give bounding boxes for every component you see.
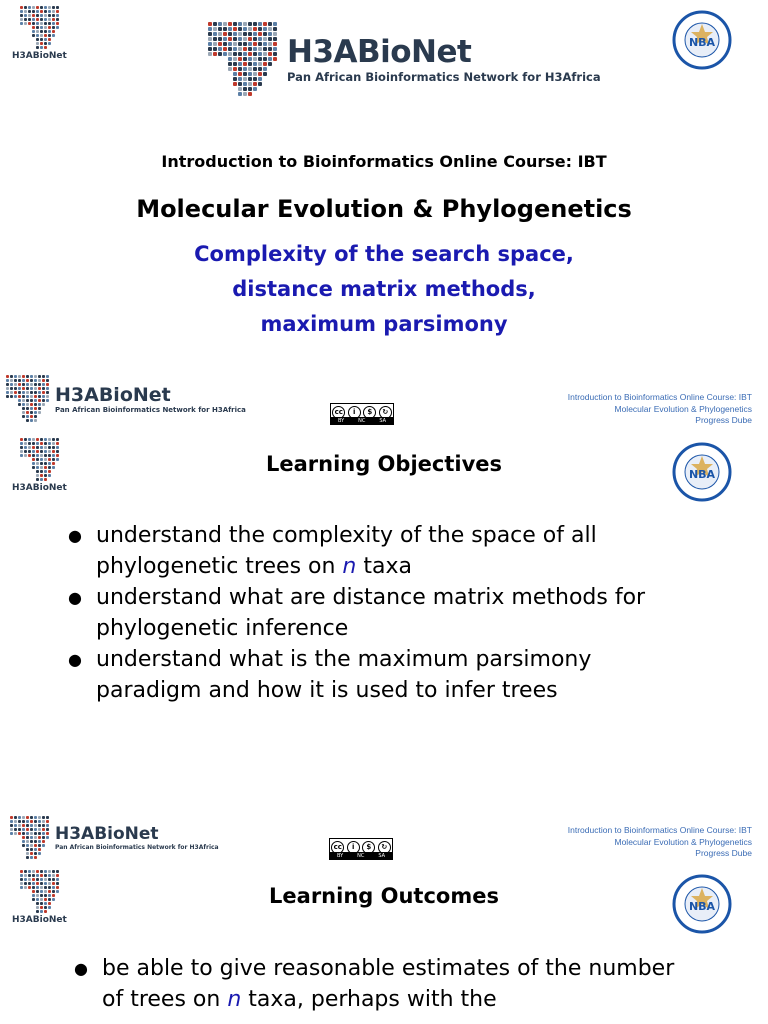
- svg-text:NBA: NBA: [688, 468, 716, 481]
- n-variable: n: [342, 554, 357, 579]
- brand-name: H3ABioNet: [55, 383, 171, 406]
- subtitle: [0, 237, 768, 342]
- header-logo: [10, 816, 219, 859]
- by-icon: i: [348, 406, 361, 419]
- sa-icon: ↻: [378, 841, 391, 854]
- outcomes-list: [74, 953, 684, 1015]
- nba-seal-icon: [672, 874, 732, 934]
- page-title: Molecular Evolution & Phylogenetics: [136, 195, 632, 223]
- brand-tagline: Pan African Bioinformatics Network for H3Africa: [287, 70, 601, 84]
- nba-seal-icon: [672, 10, 732, 70]
- bullet-text: taxa: [356, 554, 412, 579]
- header-logo: [6, 375, 246, 422]
- badge-label: NC: [358, 417, 366, 424]
- course-title: Introduction to Bioinformatics Online Course: IBT: [161, 152, 607, 171]
- header-author: Progress Dube: [695, 415, 752, 425]
- africa-map-icon: [20, 6, 67, 49]
- small-logo-label: H3ABioNet: [12, 483, 67, 493]
- outcomes-slide: [0, 810, 768, 1024]
- cc-icon: cc: [331, 841, 344, 854]
- small-logo-label: H3ABioNet: [12, 915, 67, 925]
- badge-label: SA: [379, 417, 387, 424]
- n-variable: n: [227, 987, 242, 1012]
- nc-icon: $: [363, 406, 376, 419]
- brand-name: H3ABioNet: [55, 824, 159, 844]
- badge-label: SA: [378, 852, 386, 859]
- sa-icon: ↻: [379, 406, 392, 419]
- by-icon: i: [347, 841, 360, 854]
- cc-icon: cc: [332, 406, 345, 419]
- header-module: Molecular Evolution & Phylogenetics: [614, 836, 752, 847]
- nba-seal: [672, 442, 732, 506]
- africa-map-icon: [10, 816, 49, 859]
- brand-name: H3ABioNet: [287, 34, 472, 70]
- bullet-text: taxa, perhaps with the: [241, 987, 497, 1012]
- nc-icon: $: [362, 841, 375, 854]
- bullet-text: understand the complexity of the space of all phylogenetic trees on: [96, 523, 597, 579]
- header-course: Introduction to Bioinformatics Online Course: IBT: [567, 392, 752, 402]
- title-slide: [0, 0, 768, 370]
- header-course: Introduction to Bioinformatics Online Course: IBT: [567, 825, 752, 835]
- list-item: ● understand what is the maximum parsimony paradigm and how it is used to infer trees: [68, 644, 688, 706]
- badge-label: BY: [336, 852, 344, 859]
- small-logo: [12, 6, 67, 61]
- nba-seal: [672, 874, 732, 938]
- badge-label: NC: [357, 852, 365, 859]
- nba-seal: [672, 10, 732, 74]
- section-title: Learning Outcomes: [269, 884, 499, 908]
- header-info: [568, 825, 752, 860]
- africa-map-icon: [208, 22, 277, 96]
- cc-license-badge: [330, 403, 394, 425]
- africa-map-icon: [6, 375, 49, 422]
- objectives-slide: [0, 370, 768, 810]
- list-item: ● understand what are distance matrix methods for phylogenetic inference: [68, 582, 688, 644]
- main-logo: [208, 22, 601, 96]
- subtitle-line: distance matrix methods,: [232, 277, 536, 301]
- section-title: Learning Objectives: [265, 452, 503, 476]
- small-logo-label: H3ABioNet: [12, 51, 67, 61]
- brand-tagline: Pan African Bioinformatics Network for H3Africa: [55, 405, 246, 414]
- list-item: [74, 953, 684, 1015]
- objectives-list: [68, 520, 688, 706]
- nba-seal-icon: [672, 442, 732, 502]
- cc-license-badge: [329, 838, 393, 860]
- bullet-text: be able to give reasonable estimates of the number of trees on: [102, 956, 675, 1012]
- svg-text:NBA: NBA: [688, 900, 716, 913]
- list-item: [68, 520, 688, 582]
- badge-label: BY: [337, 417, 345, 424]
- brand-tagline: Pan African Bioinformatics Network for H3Africa: [55, 844, 219, 851]
- subtitle-line: Complexity of the search space,: [194, 242, 574, 266]
- header-author: Progress Dube: [695, 848, 752, 858]
- header-info: [568, 392, 752, 427]
- subtitle-line: maximum parsimony: [260, 312, 508, 336]
- header-module: Molecular Evolution & Phylogenetics: [614, 403, 752, 414]
- svg-text:NBA: NBA: [688, 36, 716, 49]
